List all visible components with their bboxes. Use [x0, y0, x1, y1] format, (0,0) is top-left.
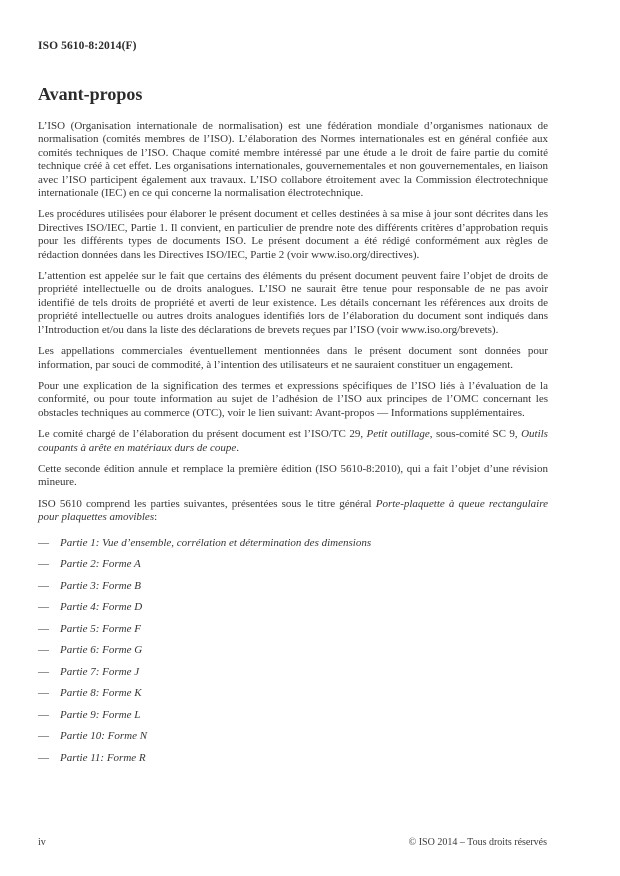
list-item	[38, 580, 548, 593]
list-dash: —	[38, 601, 49, 614]
parts-list	[38, 537, 548, 765]
paragraph: Les appellations commerciales éventuellement mentionnées dans le présent document sont données pour information, par souci de commodité, à l’intention des utilisateurs et ne sauraient constituer un engagement.	[38, 345, 548, 371]
list-dash: —	[38, 665, 49, 678]
list-item-label: Partie 7: Forme J	[60, 665, 140, 678]
list-dash: —	[38, 730, 49, 743]
list-item-label: Partie 6: Forme G	[60, 644, 143, 657]
paragraph: L’ISO (Organisation internationale de normalisation) est une fédération mondiale d’organismes nationaux de normalisation (comités membres de l’ISO). L’élaboration des Normes internationales est en général confiée aux comités techniques de l’ISO. Chaque comité membre intéressé par une étude a le droit de faire partie du comité technique créé à cet effet. Les organisations internationales, gouvernementales et non gouvernementales, en liaison avec l’ISO participent également aux travaux. L’ISO collabore étroitement avec la Commission électrotechnique internationale (IEC) en ce qui concerne la normalisation électrotechnique.	[38, 120, 548, 200]
list-dash: —	[38, 558, 49, 571]
list-dash: —	[38, 687, 49, 700]
paragraph: ISO 5610 comprend les parties suivantes, présentées sous le titre général Porte-plaquette à queue rectangulaire pour plaquettes amovibles:	[38, 497, 548, 524]
list-item-label: Partie 4: Forme D	[60, 601, 143, 614]
paragraph: Pour une explication de la signification des termes et expressions spécifiques de l’ISO liés à l’évaluation de la conformité, ou pour toute information au sujet de l’adhésion de l’ISO aux principes de l’OMC concernant les obstacles techniques au commerce (OTC), voir le lien suivant: Avant-propos — Informations supplémentaires.	[38, 379, 548, 419]
list-item	[38, 687, 548, 700]
list-dash: —	[38, 708, 49, 721]
list-item	[38, 537, 548, 550]
list-item	[38, 730, 548, 743]
paragraph: Le comité chargé de l’élaboration du présent document est l’ISO/TC 29, Petit outillage, sous-comité SC 9, Outils coupants à arête en matériaux durs de coupe.	[38, 428, 548, 454]
copyright-notice: © ISO 2014 – Tous droits réservés	[408, 837, 547, 848]
page-title: Avant-propos	[38, 84, 143, 104]
page-content	[38, 84, 548, 773]
paragraph: Les procédures utilisées pour élaborer le présent document et celles destinées à sa mise à jour sont décrites dans les Directives ISO/IEC, Partie 1. Il convient, en particulier de prendre note des différents critères d’approbation requis pour les différents types de documents ISO. Le présent document a été rédigé conformément aux règles de rédaction données dans les Directives ISO/IEC, Partie 2 (voir www.iso.org/directives).	[38, 208, 548, 261]
list-item-label: Partie 1: Vue d’ensemble, corrélation et détermination des dimensions	[60, 536, 372, 549]
paragraph: Cette seconde édition annule et remplace la première édition (ISO 5610-8:2010), qui a fait l’objet d’une révision mineure.	[38, 462, 548, 489]
list-item	[38, 601, 548, 614]
list-item-label: Partie 9: Forme L	[60, 708, 141, 721]
list-item	[38, 558, 548, 571]
list-dash: —	[38, 751, 49, 764]
list-dash: —	[38, 536, 49, 549]
list-item	[38, 709, 548, 722]
list-dash: —	[38, 622, 49, 635]
list-item-label: Partie 8: Forme K	[60, 687, 142, 700]
list-item	[38, 752, 548, 765]
list-dash: —	[38, 644, 49, 657]
page-footer	[38, 837, 547, 848]
list-item-label: Partie 11: Forme R	[60, 751, 146, 764]
foreword-paragraphs	[38, 120, 548, 525]
running-header	[38, 36, 548, 54]
list-item-label: Partie 10: Forme N	[60, 730, 148, 743]
list-dash: —	[38, 579, 49, 592]
list-item	[38, 623, 548, 636]
document-reference: ISO 5610-8:2014(F)	[38, 40, 137, 52]
page-number: iv	[38, 837, 46, 848]
paragraph: L’attention est appelée sur le fait que certains des éléments du présent document peuvent faire l’objet de droits de propriété intellectuelle ou de droits analogues. L’ISO ne saurait être tenue pour responsable de ne pas avoir identifié de tels droits de propriété et averti de leur existence. Les détails concernant les références aux droits de propriété intellectuelle ou autres droits analogues identifiés lors de l’élaboration du document sont indiqués dans l’Introduction et/ou dans la liste des déclarations de brevets reçues par l’ISO (voir www.iso.org/brevets).	[38, 270, 548, 336]
list-item	[38, 666, 548, 679]
list-item-label: Partie 3: Forme B	[60, 579, 141, 592]
list-item-label: Partie 2: Forme A	[60, 558, 141, 571]
list-item	[38, 644, 548, 657]
list-item-label: Partie 5: Forme F	[60, 622, 141, 635]
